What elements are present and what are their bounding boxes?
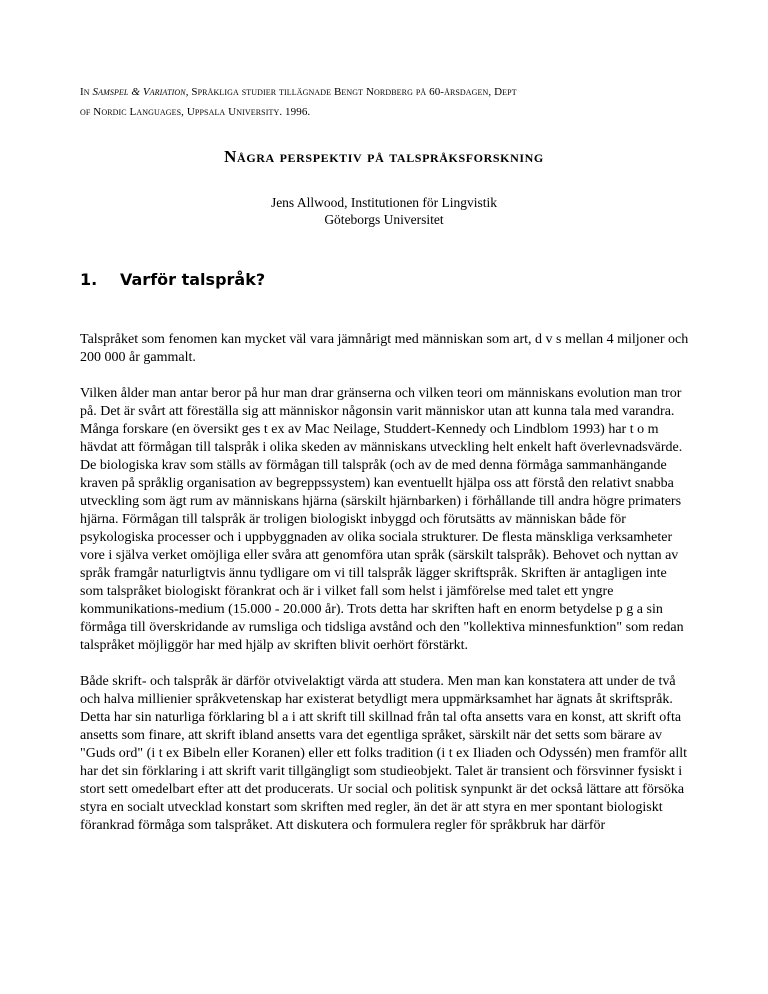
paragraph-1: Talspråket som fenomen kan mycket väl vara jämnårigt med människan som art, d v s mellan 4 miljoner och 200 000 år gammalt. [80,332,689,365]
citation-rest-1: , Språkliga studier tillägnade Bengt Nordberg på 60-årsdagen, Dept [185,86,517,98]
section-heading [80,270,265,289]
citation [80,82,700,122]
paragraph-2: Vilken ålder man antar beror på hur man drar gränserna och vilken teori om människans evolution man tror på. Det är svårt att föreställa sig att människor någonsin varit människor utan att kunna tala med varandra. Många forskare (en översikt ges t ex av Mac Neilage, Studdert-Kennedy och Lindblom 1993) har t o m hävdat att förmågan till talspråk i olika skeden av människans utveckling helt enkelt haft överlevnadsvärde. De biologiska krav som ställs av förmågan till talspråk (och av de med denna förmåga sammanhängande kraven på språklig organisation av begreppssystem) kan eventuellt hjälpa oss att förstå den relativt snabba utveckling som ägt rum av människans hjärna (särskilt hjärnbarken) i förhållande till andra högre primaters hjärna. Förmågan till talspråk är troligen biologiskt inbyggd och förutsätts av människan både för psykologiska processer och i uppbyggnaden av olika sociala strukturer. De flesta mänskliga verksamheter vore i själva verket omöjliga eller svåra att genomföra utan språk (särskilt talspråk). Behovet och nyttan av språk framgår naturligtvis ännu tydligare om vi till talspråk lägger skriftspråk. Skriften är antagligen inte som talspråket biologiskt förankrat och är i vilket fall som helst i jämförelse med talet ett yngre kommunikations-medium (15.000 - 20.000 år). Trots detta har skriften haft en enorm betydelse p g a sin förmåga till överskridande av rumsliga och tidsliga avstånd och den "kollektiva minnesfunktion" som redan talspråket möjliggör har med hjälp av skriften blivit oerhört förstärkt. [80,386,684,653]
author-block [0,194,768,228]
author-university: Göteborgs Universitet [324,212,444,227]
paragraph-3: Både skrift- och talspråk är därför otvivelaktigt värda att studera. Men man kan konstatera att under de två och halva millienier språkvetenskap har existerat betydligt mera uppmärksamhet har ägnats åt skriftspråk. Detta har sin naturliga förklaring bl a i att skrift till skillnad från tal ofta ansetts vara en konst, att skrift ofta ansetts som finare, att skrift ibland ansetts vara det egentliga språket, särskilt när det setts som bärare av "Guds ord" (i t ex Bibeln eller Koranen) eller ett folks tradition (i t ex Iliaden och Odyssén) men framför allt har det sin förklaring i att skrift varit tillgängligt som studieobjekt. Talet är transient och försvinner fysiskt i stort sett omedelbart efter att det producerats. Ur social och politisk synpunkt är det också lättare att försöka styra en socialt utvecklad konstart som skriften med regler, än det är att styra en mer spontant biologiskt förankrad förmåga som talspråket. Att diskutera och formulera regler för språkbruk har därför [80,674,688,833]
citation-in: In [80,86,90,98]
section-title: Varför talspråk? [120,270,266,289]
paper-title: Några perspektiv på talspråksforskning [224,147,544,166]
citation-rest-2: of Nordic Languages, Uppsala University [80,106,280,118]
citation-year: . 1996. [279,106,311,118]
section-number: 1. [80,270,98,289]
citation-book: Samspel & Variation [92,86,186,98]
author-affiliation: Jens Allwood, Institutionen för Lingvistik [270,195,498,210]
